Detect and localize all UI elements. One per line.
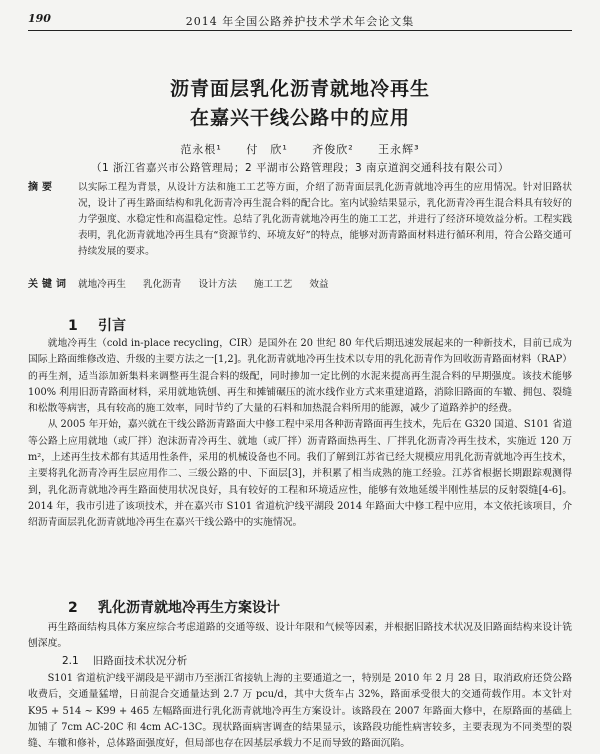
section-2-body [28, 620, 572, 653]
abstract-label: 摘要 [28, 182, 56, 193]
keywords-list [78, 277, 572, 293]
abstract [28, 180, 572, 260]
section-2-heading [68, 597, 280, 617]
subsection-2-1-heading [62, 653, 187, 668]
paper-title-line-1: 沥青面层乳化沥青就地冷再生 [169, 78, 430, 100]
paper-title-line-2: 在嘉兴干线公路中的应用 [189, 107, 410, 129]
author: 付 欣¹ [246, 143, 288, 156]
section-number: 1 [68, 318, 78, 334]
keyword: 设计方法 [198, 279, 237, 290]
author: 范永根¹ [180, 143, 222, 156]
running-header [28, 10, 572, 31]
subsection-title: 旧路面技术状况分析 [92, 655, 188, 667]
paragraph: S101 省道杭沪线平湖段是平湖市乃至浙江省接轨上海的主要通道之一，特别是 2010 年 2 月 28 日，取消政府还贷公路收费后，交通量猛增，日前混合交通量达到 2.7 万 pcu/d，其中大货车占 32%，路面承受很大的交通荷载作用。本文针对 K95 + 514 ~ K99 + 465 左幅路面进行乳化沥青就地冷再生方案设计。该路段在 2007 年路面大修中，在原路面的基础上加铺了 7cm AC-20C 和 4cm AC-13C。现状路面病害调查的结果显示，该路段功能性病害较多，主要表现为不同类型的裂缝、车辙和修补，总体路面强度好，但局部也存在因基层承载力不足而导致的路面沉陷。 [28, 673, 572, 750]
paragraph: 再生路面结构具体方案应综合考虑道路的交通等级、设计年限和气候等因素，并根据旧路技术状况及旧路面结构来设计铣刨深度。 [28, 622, 572, 650]
keyword: 效益 [309, 279, 329, 290]
keywords-label: 关键词 [28, 279, 70, 290]
section-title: 乳化沥青就地冷再生方案设计 [98, 600, 280, 616]
affiliation: （1 浙江省嘉兴市公路管理局；2 平湖市公路管理段；3 南京道润交通科技有限公司） [90, 162, 510, 174]
paragraph: 就地冷再生（cold in-place recycling，CIR）是国外在 20 世纪 80 年代后期迅速发展起来的一种新技术，目前已成为国际上路面维修改造、升级的主要方法之一[1,2]。乳化沥青就地冷再生技术以专用的乳化沥青作为回收沥青路面材料（RAP）的再生剂，适当添加新集料来调整再生混合料的级配，同时掺加一定比例的水泥来提高再生混合料的早期强度。该技术能够 100% 利用旧沥青路面材料，采用就地铣刨、再生和摊铺碾压的流水线作业方式来重建道路，消除旧路面的车辙、拥包、裂缝和松散等病害，具有较高的施工效率，同时节约了大量的石料和加热混合料所用的能源，减少了道路养护的经费。 [28, 338, 572, 415]
section-number: 2 [68, 600, 78, 616]
section-1-body [28, 336, 572, 532]
subsection-number: 2.1 [62, 655, 79, 667]
section-title: 引言 [98, 318, 126, 334]
page-number: 190 [28, 12, 51, 25]
subsection-2-1-body [28, 671, 572, 752]
abstract-text: 以实际工程为背景，从设计方法和施工工艺等方面，介绍了沥青面层乳化沥青就地冷再生的应用情况。针对旧路状况，设计了再生路面结构和乳化沥青冷再生混合料的配合比。室内试验结果显示，乳化沥青冷再生混合料具有较好的力学强度、水稳定性和高温稳定性。总结了乳化沥青就地冷再生的施工工艺，并进行了经济环境效益分析。工程实践表明，乳化沥青就地冷再生具有“资源节约、环境友好”的特点，能够对沥青路面材料进行循环利用，符合公路交通可持续发展的要求。 [78, 182, 572, 257]
paragraph: 从 2005 年开始，嘉兴就在干线公路沥青路面大中修工程中采用各种沥青路面再生技术，先后在 G320 国道、S101 省道等公路上应用就地（或厂拌）泡沫沥青冷再生、就地（或厂拌）沥青路面热再生、厂拌乳化沥青冷再生技术，实施近 120 万 m²，上述再生技术都有其适用性条件，采用的机械设备也不同。我们了解到江苏省已经大规模应用乳化沥青就地冷再生技术，主要将乳化沥青冷再生层应用作二、三级公路的中、下面层[3]，并积累了相当成熟的施工经验。江苏省根据长期跟踪观测得到，乳化沥青就地冷再生路面使用状况良好，具有较好的工程和环境适应性，能够有效地延缓半刚性基层的反射裂缝[4-6]。2014 年，我市引进了该项技术，并在嘉兴市 S101 省道杭沪线平湖段 2014 年路面大中修工程中应用，本文依托该项目，介绍沥青面层乳化沥青就地冷再生在嘉兴干线公路中的实施情况。 [28, 419, 572, 529]
keyword: 施工工艺 [253, 279, 293, 290]
section-1-heading [68, 315, 126, 335]
keyword: 乳化沥青 [143, 279, 182, 290]
author: 齐俊欣² [312, 143, 354, 156]
journal-title: 2014 年全国公路养护技术学术年会论文集 [185, 15, 415, 28]
keyword: 就地冷再生 [78, 279, 126, 290]
keywords [28, 277, 572, 293]
author: 王永辉³ [378, 143, 420, 156]
author-list [0, 141, 600, 157]
